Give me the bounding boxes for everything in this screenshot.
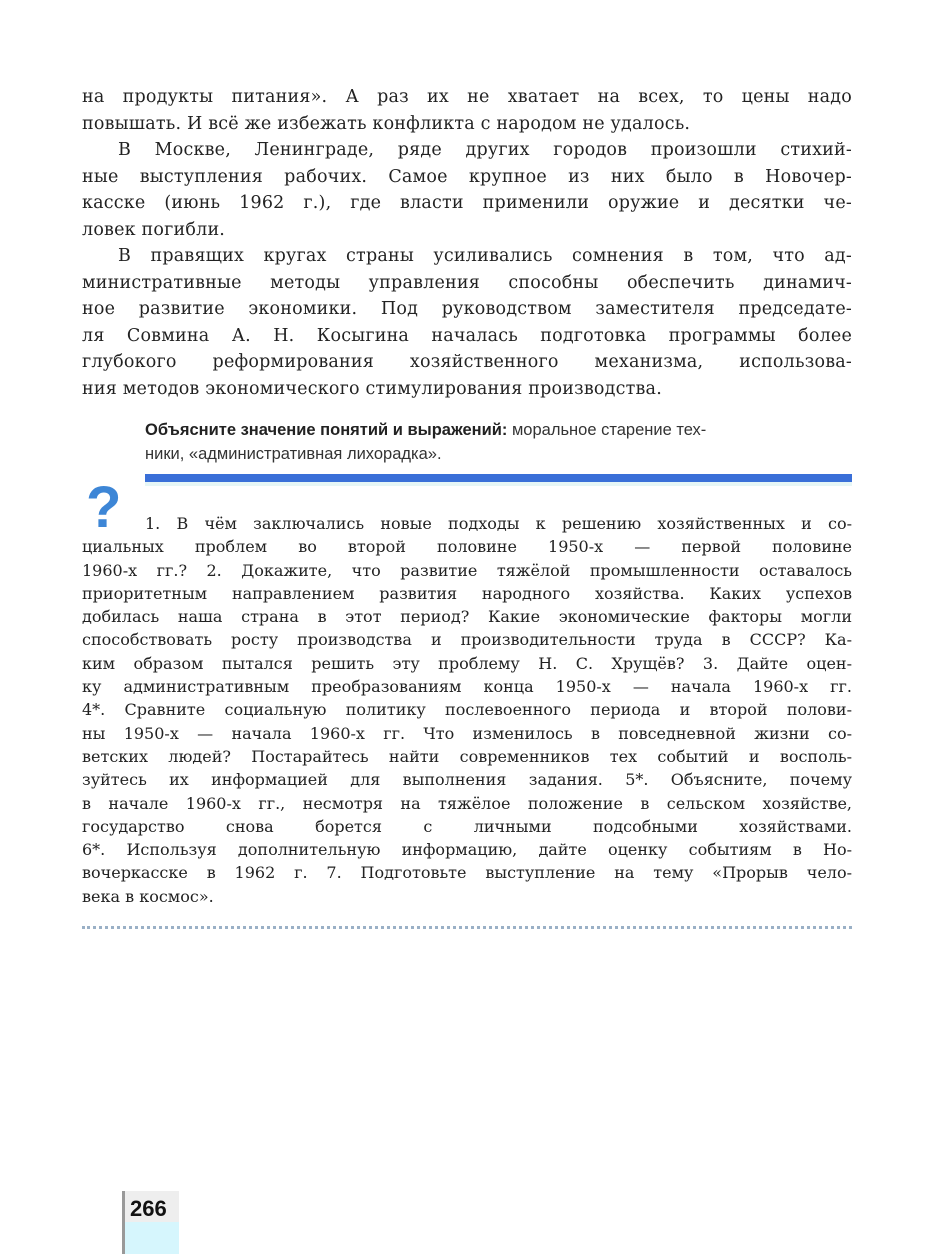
text-line: повышать. И всё же избежать конфликта с народом не удалось. (82, 113, 691, 134)
text-line: ное развитие экономики. Под руководством заместителя председате- (82, 299, 852, 319)
question-line: ким образом пытался решить эту проблему Н. С. Хрущёв? 3. Дайте оцен- (82, 653, 852, 673)
question-line: циальных проблем во второй половине 1950-х — первой половине (82, 537, 852, 557)
question-line: ны 1950-х — начала 1960-х гг. Что изменилось в повседневной жизни со- (82, 723, 852, 743)
terms-text-2: ники, «административная лихорадка». (145, 445, 442, 463)
paragraph-1 (82, 84, 852, 137)
text-line: В Москве, Ленинграде, ряде других городов произошли стихий- (118, 140, 852, 160)
question-line: зуйтесь их информацией для выполнения задания. 5*. Объясните, почему (82, 770, 852, 790)
question-line: государство снова борется с личными подсобными хозяйствами. (82, 816, 852, 836)
terms-label: Объясните значение понятий и выражений: (145, 421, 508, 439)
text-line: ловек погибли. (82, 219, 226, 240)
questions (82, 512, 852, 908)
dotted-divider (82, 926, 852, 929)
question-line: в начале 1960-х гг., несмотря на тяжёлое положение в сельском хозяйстве, (82, 793, 852, 813)
text-line: В правящих кругах страны усиливались сомнения в том, что ад- (118, 246, 852, 266)
question-line: века в космос». (82, 886, 214, 906)
text-line: ния методов экономического стимулирования производства. (82, 378, 662, 399)
body-text (82, 84, 852, 402)
section-divider-shadow (145, 482, 852, 486)
question-line: ветских людей? Постарайтесь найти современников тех событий и восполь- (82, 746, 852, 766)
text-line: министративные методы управления способны обеспечить динамич- (82, 272, 852, 293)
text-line: на продукты питания». А раз их не хватает на всех, то цены надо (82, 87, 852, 107)
page-number: 266 (125, 1191, 179, 1222)
question-line: ку административным преобразованиям конца 1950-х — начала 1960-х гг. (82, 677, 852, 697)
question-line: 1960-х гг.? 2. Докажите, что развитие тяжёлой промышленности оставалось (82, 560, 852, 580)
question-mark-icon: ? (86, 475, 122, 540)
terms-box (145, 418, 852, 466)
question-line: 1. В чём заключались новые подходы к решению хозяйственных и со- (145, 514, 852, 533)
paragraph-3 (82, 243, 852, 402)
text-line: касске (июнь 1962 г.), где власти применили оружие и десятки че- (82, 193, 852, 213)
section-divider (145, 474, 852, 482)
text-line: глубокого реформирования хозяйственного механизма, использова- (82, 352, 852, 372)
text-line: ля Совмина А. Н. Косыгина началась подготовка программы более (82, 325, 852, 346)
question-line: приоритетным направлением развития народного хозяйства. Каких успехов (82, 583, 852, 603)
question-line: 4*. Сравните социальную политику послевоенного периода и второй полови- (82, 700, 852, 720)
page-number-tab (122, 1191, 179, 1254)
question-line: способствовать росту производства и производительности труда в СССР? Ка- (82, 630, 852, 650)
question-line: добилась наша страна в этот период? Какие экономические факторы могли (82, 607, 852, 627)
terms-text: моральное старение тех- (507, 421, 707, 439)
question-line: вочеркасске в 1962 г. 7. Подготовьте выступление на тему «Прорыв чело- (82, 863, 852, 883)
paragraph-2 (82, 137, 852, 243)
question-line: 6*. Используя дополнительную информацию, дайте оценку событиям в Но- (82, 840, 852, 860)
text-line: ные выступления рабочих. Самое крупное из них было в Новочер- (82, 166, 852, 187)
